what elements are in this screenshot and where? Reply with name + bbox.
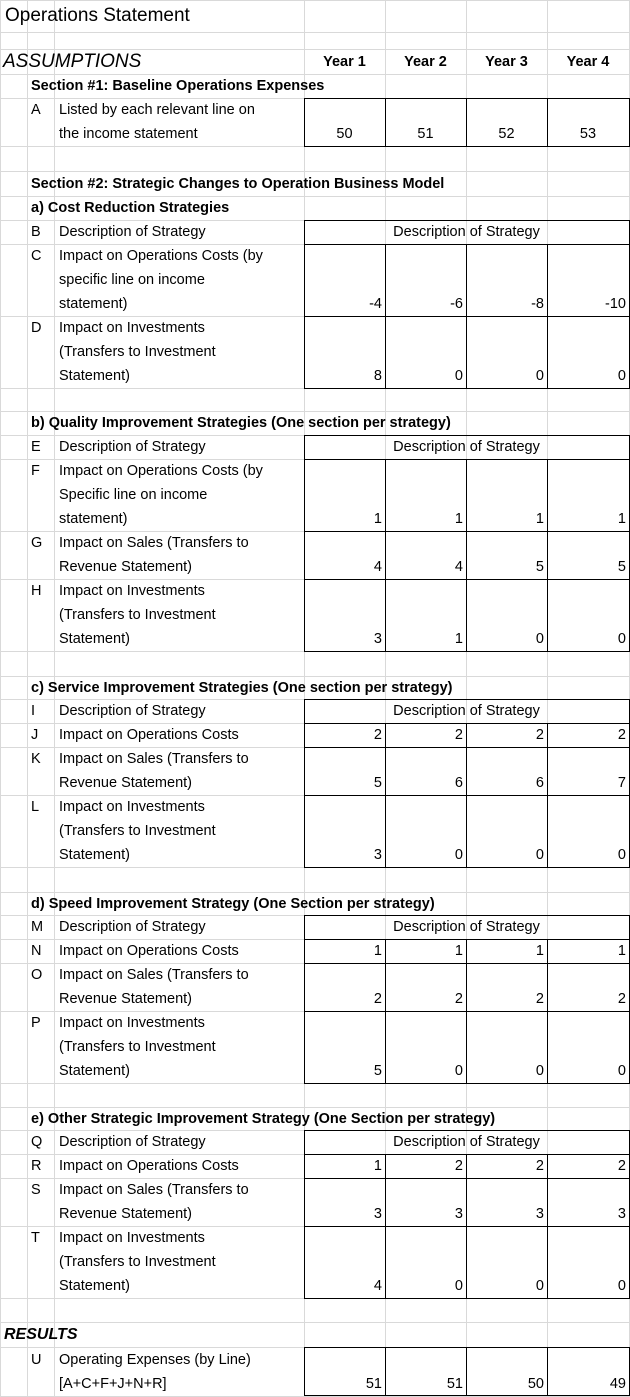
row-label: Statement) [59, 368, 130, 384]
row-label: (Transfers to Investment [59, 1039, 216, 1055]
row-letter: D [31, 320, 42, 336]
cell-value: 50 [336, 126, 353, 142]
gridline [0, 1322, 630, 1323]
row-label: (Transfers to Investment [59, 1254, 216, 1270]
row-label: Impact on Sales (Transfers to [59, 751, 249, 767]
assumptions-heading: ASSUMPTIONS [3, 51, 142, 72]
row-label: Impact on Operations Costs [59, 727, 239, 743]
row-letter: L [31, 799, 40, 815]
cell-value: 0 [535, 368, 544, 384]
cell-value: 0 [617, 368, 626, 384]
row-letter: S [31, 1182, 41, 1198]
cell-value: 0 [454, 1063, 463, 1079]
cell-value: 2 [454, 727, 463, 743]
cell-value: 2 [373, 991, 382, 1007]
cell-value: 3 [373, 1206, 382, 1222]
row-letter: M [31, 919, 44, 935]
row-letter: B [31, 224, 41, 240]
cell-value: 2 [617, 991, 626, 1007]
section-heading: Section #1: Baseline Operations Expenses [31, 78, 325, 94]
cell-value: 51 [417, 126, 434, 142]
row-label: Description of Strategy [59, 1134, 206, 1150]
row-label: (Transfers to Investment [59, 344, 216, 360]
row-label: statement) [59, 296, 128, 312]
cell-value: 1 [373, 943, 382, 959]
cell-value: 50 [527, 1376, 544, 1392]
row-letter: G [31, 535, 43, 551]
row-label: Listed by each relevant line on [59, 102, 255, 118]
row-label: Description of Strategy [59, 703, 206, 719]
row-label: [A+C+F+J+N+R] [59, 1376, 167, 1392]
cell-value: 2 [535, 1158, 544, 1174]
cell-value: 1 [373, 1158, 382, 1174]
cell-value: 0 [535, 1063, 544, 1079]
cell-value: 2 [535, 991, 544, 1007]
row-label: Impact on Investments [59, 1230, 205, 1246]
cell-value: 2 [373, 727, 382, 743]
cell-value: 1 [373, 511, 382, 527]
row-label: (Transfers to Investment [59, 823, 216, 839]
row-label: Revenue Statement) [59, 775, 192, 791]
cell-value: 0 [617, 847, 626, 863]
cell-value: -8 [531, 296, 544, 312]
row-letter: T [31, 1230, 40, 1246]
cell-value: 3 [373, 631, 382, 647]
strategy-description-text: Description of Strategy [393, 703, 540, 719]
row-label: Impact on Operations Costs (by [59, 463, 263, 479]
row-letter: O [31, 967, 43, 983]
cell-value: 2 [617, 1158, 626, 1174]
cell-value: 3 [535, 1206, 544, 1222]
row-label: Impact on Investments [59, 1015, 205, 1031]
row-label: Impact on Sales (Transfers to [59, 967, 249, 983]
cell-value: 0 [454, 1278, 463, 1294]
row-label: Specific line on income [59, 487, 208, 503]
cell-value: 2 [535, 727, 544, 743]
row-letter: P [31, 1015, 41, 1031]
row-label: Revenue Statement) [59, 559, 192, 575]
strategy-description-text: Description of Strategy [393, 919, 540, 935]
cell-value: 52 [498, 126, 515, 142]
cell-value: 0 [617, 1278, 626, 1294]
cell-value: 0 [617, 1063, 626, 1079]
row-letter: I [31, 703, 36, 719]
cell-value: 2 [454, 1158, 463, 1174]
row-label: Statement) [59, 1278, 130, 1294]
cell-value: 1 [454, 631, 463, 647]
row-label: Statement) [59, 1063, 130, 1079]
cell-value: 0 [535, 1278, 544, 1294]
cell-value: 0 [617, 631, 626, 647]
row-letter: R [31, 1158, 42, 1174]
gridline [0, 0, 630, 1]
row-label: statement) [59, 511, 128, 527]
row-label: specific line on income [59, 272, 205, 288]
cell-value: 4 [454, 559, 463, 575]
cell-value: 51 [446, 1376, 463, 1392]
cell-value: 1 [617, 943, 626, 959]
cell-value: -6 [450, 296, 463, 312]
cell-value: -10 [605, 296, 626, 312]
cell-value: 1 [535, 511, 544, 527]
row-letter: K [31, 751, 41, 767]
row-label: Impact on Investments [59, 799, 205, 815]
year-header: Year 1 [323, 54, 366, 70]
cell-value: 2 [454, 991, 463, 1007]
row-label: Statement) [59, 631, 130, 647]
subsection-heading: d) Speed Improvement Strategy (One Section per strategy) [31, 896, 435, 912]
row-label: Impact on Sales (Transfers to [59, 535, 249, 551]
cell-value: -4 [369, 296, 382, 312]
row-label: Impact on Operations Costs [59, 1158, 239, 1174]
cell-value: 0 [454, 847, 463, 863]
cell-value: 1 [454, 943, 463, 959]
row-label: Impact on Investments [59, 583, 205, 599]
cell-value: 3 [454, 1206, 463, 1222]
cell-value: 5 [373, 775, 382, 791]
row-label: the income statement [59, 126, 198, 142]
row-label: Statement) [59, 847, 130, 863]
row-label: Operating Expenses (by Line) [59, 1352, 251, 1368]
results-heading: RESULTS [4, 1326, 78, 1343]
year-header: Year 3 [485, 54, 528, 70]
cell-value: 4 [373, 1278, 382, 1294]
row-label: Description of Strategy [59, 224, 206, 240]
cell-value: 3 [617, 1206, 626, 1222]
subsection-heading: c) Service Improvement Strategies (One section per strategy) [31, 680, 453, 696]
row-label: Impact on Operations Costs [59, 943, 239, 959]
row-label: (Transfers to Investment [59, 607, 216, 623]
cell-value: 0 [535, 631, 544, 647]
cell-value: 8 [373, 368, 382, 384]
cell-value: 53 [579, 126, 597, 142]
row-letter: A [31, 102, 41, 118]
row-label: Description of Strategy [59, 439, 206, 455]
cell-value: 5 [617, 559, 626, 575]
row-letter: F [31, 463, 40, 479]
strategy-description-text: Description of Strategy [393, 439, 540, 455]
gridline [0, 32, 630, 33]
row-label: Revenue Statement) [59, 991, 192, 1007]
row-label: Impact on Sales (Transfers to [59, 1182, 249, 1198]
cell-value: 5 [373, 1063, 382, 1079]
cell-value: 0 [535, 847, 544, 863]
cell-value: 1 [454, 511, 463, 527]
year-header: Year 2 [404, 54, 447, 70]
cell-value: 51 [365, 1376, 382, 1392]
row-letter: C [31, 248, 42, 264]
gridline [27, 0, 28, 1397]
row-letter: H [31, 583, 42, 599]
row-letter: J [31, 727, 39, 743]
cell-value: 0 [454, 368, 463, 384]
gridline [0, 0, 1, 1397]
cell-value: 6 [454, 775, 463, 791]
cell-value: 1 [617, 511, 626, 527]
year-header: Year 4 [566, 54, 610, 70]
row-letter: Q [31, 1134, 43, 1150]
subsection-heading: a) Cost Reduction Strategies [31, 200, 230, 216]
strategy-description-text: Description of Strategy [393, 224, 540, 240]
cell-value: 3 [373, 847, 382, 863]
strategy-description-text: Description of Strategy [393, 1134, 540, 1150]
row-letter: E [31, 439, 41, 455]
section-heading: Section #2: Strategic Changes to Operation Business Model [31, 176, 445, 192]
subsection-heading: e) Other Strategic Improvement Strategy (One Section per strategy) [31, 1111, 496, 1127]
cell-value: 5 [535, 559, 544, 575]
cell-value: 1 [535, 943, 544, 959]
row-label: Impact on Operations Costs (by [59, 248, 263, 264]
row-label: Description of Strategy [59, 919, 206, 935]
row-letter: U [31, 1352, 42, 1368]
subsection-heading: b) Quality Improvement Strategies (One section per strategy) [31, 415, 451, 431]
sheet-title: Operations Statement [5, 5, 190, 26]
row-letter: N [31, 943, 42, 959]
cell-value: 2 [617, 727, 626, 743]
cell-value: 4 [373, 559, 382, 575]
row-label: Revenue Statement) [59, 1206, 192, 1222]
row-label: Impact on Investments [59, 320, 205, 336]
cell-value: 6 [535, 775, 544, 791]
cell-value: 49 [609, 1376, 626, 1392]
cell-value: 7 [617, 775, 626, 791]
